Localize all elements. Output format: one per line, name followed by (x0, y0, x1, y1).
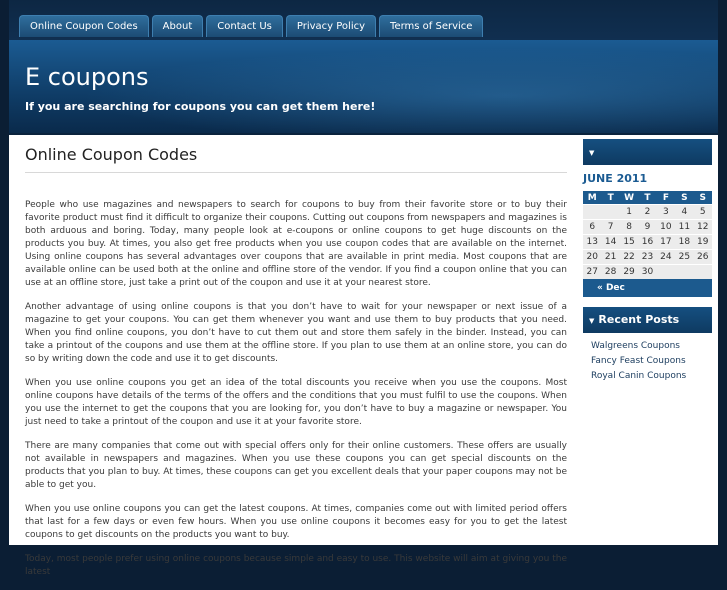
calendar-day (675, 265, 693, 280)
calendar-day: 20 (583, 250, 601, 265)
recent-post-link-walgreens[interactable]: Walgreens Coupons (591, 341, 680, 351)
calendar-day: 1 (620, 205, 638, 220)
calendar-day: 29 (620, 265, 638, 280)
calendar-day: 7 (601, 220, 619, 235)
calendar-day: 19 (694, 235, 712, 250)
calendar-day: 22 (620, 250, 638, 265)
calendar-day: 28 (601, 265, 619, 280)
calendar-day: 21 (601, 250, 619, 265)
recent-post-link-royal-canin[interactable]: Royal Canin Coupons (591, 371, 687, 381)
page-wrapper (9, 0, 718, 577)
nav-privacy-policy[interactable]: Privacy Policy (286, 15, 376, 37)
calendar-day: 4 (675, 205, 693, 220)
triangle-down-icon: ▼ (589, 149, 595, 157)
weekday-header: S (694, 191, 712, 205)
top-navigation-bar (9, 0, 718, 40)
weekday-header: F (657, 191, 675, 205)
main-content (25, 145, 567, 590)
post-paragraph: People who use magazines and newspapers to search for coupons to buy from their favorite store or to buy their favorite product must find it difficult to organize their coupons. Cutting out coupons from newspapers and magazines is both arduous and boring. Today, many people look at e-coupons or online coupons to get huge discounts on the products you buy. At times, you also get free products when you use coupon codes that are available on the internet. Using online coupons has several advantages over coupons that are available in print media. Most coupons that are available online can be used both at the online and offline store of the vendor. If you find a coupon online that you can use at an offline store, just take a print out of the coupon and use it at your nearest store. (25, 200, 567, 288)
calendar-day: 17 (657, 235, 675, 250)
weekday-header: S (675, 191, 693, 205)
nav-contact-us[interactable]: Contact Us (206, 15, 283, 37)
calendar-day: 5 (694, 205, 712, 220)
calendar-day: 2 (638, 205, 656, 220)
site-title[interactable]: E coupons (25, 63, 149, 91)
main-nav (19, 15, 486, 37)
calendar-day (694, 265, 712, 280)
calendar-day: 14 (601, 235, 619, 250)
post-paragraph: Another advantage of using online coupons is that you don’t have to wait for your newspaper or next issue of a magazine to get your coupons. You can get them whenever you want and use them to buy products that you need. When you find online coupons, you don’t have to cut them out and store them safely in the binder. Instead, you can take a printout of the coupons and use them at the offline store. If you plan to use them at an online store, you can do so by writing down the code and use it to get discounts. (25, 302, 567, 364)
calendar-week (583, 265, 712, 280)
calendar-day: 26 (694, 250, 712, 265)
calendar-widget-header (583, 139, 712, 165)
calendar-day: 30 (638, 265, 656, 280)
calendar-day (583, 205, 601, 220)
post-paragraph: When you use online coupons you can get the latest coupons. At times, companies come out with limited period offers that last for a few days or even few hours. When you use online coupons it becomes easy for you to get the latest coupons to get discounts on the products you want to buy. (25, 504, 567, 540)
recent-posts-header (583, 307, 712, 333)
post-paragraph: There are many companies that come out with special offers only for their online customers. These offers are usually not available in newspapers and magazines. When you use these coupons you can get special discounts on the products that you plan to buy. At times, these coupons can get you excellent deals that your paper coupons may not be able to get you. (25, 441, 567, 490)
calendar-week (583, 220, 712, 235)
weekday-header: T (638, 191, 656, 205)
recent-post-link-fancy-feast[interactable]: Fancy Feast Coupons (591, 356, 686, 366)
weekday-header: T (601, 191, 619, 205)
calendar-day: 9 (638, 220, 656, 235)
calendar-day: 18 (675, 235, 693, 250)
calendar-day: 16 (638, 235, 656, 250)
calendar-day: 8 (620, 220, 638, 235)
calendar-day: 6 (583, 220, 601, 235)
calendar-day: 11 (675, 220, 693, 235)
weekday-header: M (583, 191, 601, 205)
recent-posts-list (583, 339, 712, 384)
calendar-caption: JUNE 2011 (583, 172, 648, 185)
calendar-week (583, 235, 712, 250)
calendar-table (583, 191, 712, 279)
calendar-week (583, 205, 712, 220)
sidebar (583, 139, 712, 384)
calendar-day: 13 (583, 235, 601, 250)
site-tagline: If you are searching for coupons you can get them here! (25, 100, 376, 113)
calendar-day: 12 (694, 220, 712, 235)
calendar-day: 10 (657, 220, 675, 235)
post-body (25, 199, 567, 579)
calendar-day: 24 (657, 250, 675, 265)
calendar-day (657, 265, 675, 280)
triangle-down-icon: ▼ (589, 317, 595, 325)
post-paragraph: Today, most people prefer using online coupons because simple and easy to use. This website will aim at giving you the latest (25, 554, 567, 577)
calendar-week (583, 250, 712, 265)
calendar-day: 23 (638, 250, 656, 265)
nav-about[interactable]: About (152, 15, 204, 37)
calendar-day: 25 (675, 250, 693, 265)
post-paragraph: When you use online coupons you get an idea of the total discounts you receive when you use the coupons. Most online coupons have details of the terms of the offers and the conditions that you must fulfil to use the coupons. When you use the internet to get the coupons that you are looking for, you don’t have to buy a magazine or newspaper. You just need to take a printout of the coupon and use it at your favorite store. (25, 378, 567, 427)
site-header (9, 40, 718, 135)
calendar-prev-month-link[interactable]: « Dec (583, 279, 712, 297)
calendar-day: 3 (657, 205, 675, 220)
calendar-day: 27 (583, 265, 601, 280)
weekday-header: W (620, 191, 638, 205)
calendar-day: 15 (620, 235, 638, 250)
recent-posts-title: Recent Posts (598, 313, 680, 326)
post-title[interactable]: Online Coupon Codes (25, 145, 567, 173)
nav-terms-of-service[interactable]: Terms of Service (379, 15, 483, 37)
calendar-day (601, 205, 619, 220)
nav-online-coupon-codes[interactable]: Online Coupon Codes (19, 15, 149, 37)
